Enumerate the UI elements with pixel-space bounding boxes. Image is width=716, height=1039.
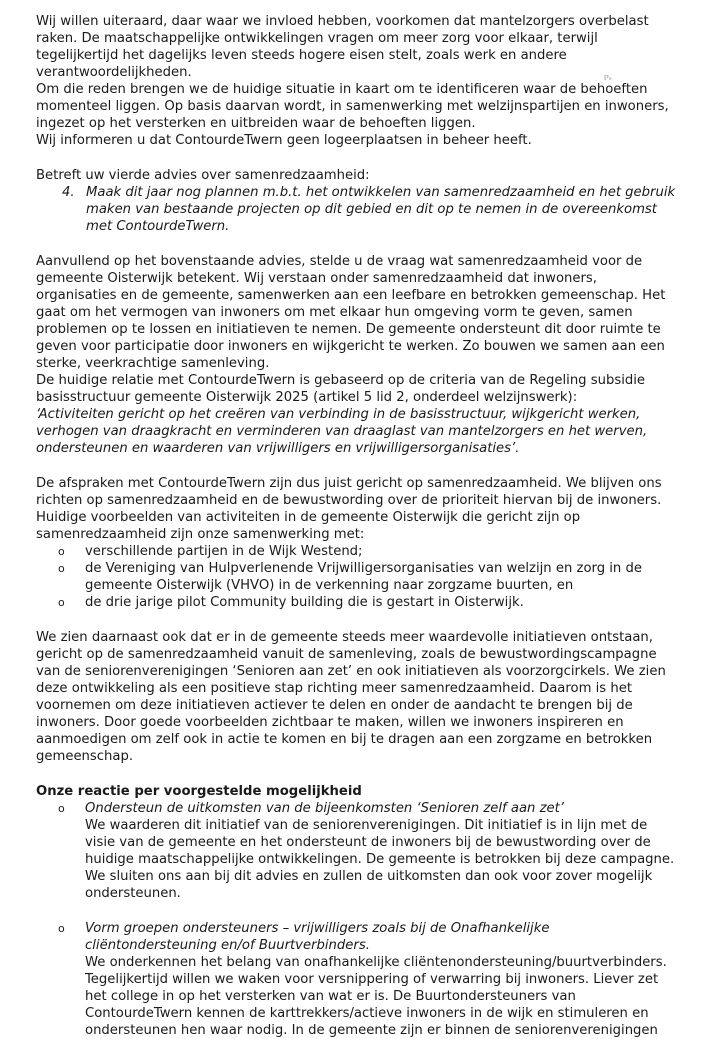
text-line: de drie jarige pilot Community building die is gestart in Oisterwijk. [85,595,524,610]
section-heading: Onze reactie per voorgestelde mogelijkheid [36,784,362,799]
text-line: Wij willen uiteraard, daar waar we invloed hebben, voorkomen dat mantelzorgers overbelast [36,14,649,29]
text-line: De huidige relatie met ContourdeTwern is gebaseerd op de criteria van de Regeling subsidie [36,373,646,388]
text-line: raken. De maatschappelijke ontwikkelingen vragen om meer zorg voor elkaar, terwijl [36,31,598,46]
text-line: Tegelijkertijd willen we waken voor versnippering of verwarring bij inwoners. Liever zet [85,972,659,987]
bullet-icon: o [58,562,65,575]
list-item [58,920,706,1039]
text-line: Om die reden brengen we de huidige situatie in kaart om te identificeren waar de behoeften [36,82,648,97]
text-line: We onderkennen het belang van onafhankelijke cliëntenondersteuning/buurtverbinders. [85,955,667,970]
text-line: maken van bestaande projecten op dit gebied en dit op te nemen in de overeenkomst [86,202,657,217]
item-title: Vorm groepen ondersteuners – vrijwilligers zoals bij de Onafhankelijke [85,921,550,936]
text-line: We sluiten ons aan bij dit advies en zullen de uitkomsten dan ook voor zover mogelijk [85,869,653,884]
initiatieven-paragraph [36,629,706,765]
afspraken-paragraph [36,475,706,611]
reactie-section [36,783,706,1039]
text-line: verschillende partijen in de Wijk Westend; [85,544,363,559]
item-number: 4. [62,185,75,200]
item-title: Ondersteun de uitkomsten van de bijeenkomsten ‘Senioren zelf aan zet’ [85,801,564,816]
quote-line: verhogen van draagkracht en verminderen van draaglast van mantelzorgers en het werven, [36,424,648,439]
samenredzaamheid-paragraph [36,253,706,457]
text-line: We zien daarnaast ook dat er in de gemeente steeds meer waardevolle initiatieven ontstaan, [36,630,653,645]
bullet-icon: o [58,802,65,815]
document-page [36,13,706,1039]
text-line: De afspraken met ContourdeTwern zijn dus juist gericht op samenredzaamheid. We blijven ons [36,476,662,491]
text-line: ondersteunen. [85,886,181,901]
text-line: geven voor participatie door inwoners en wijkgericht te werken. Zo bouwen we samen aan een [36,339,665,354]
intro-paragraph [36,13,706,149]
text-line: ondersteunen hen waar nodig. In de gemeente zijn er binnen de seniorenverenigingen [85,1023,658,1038]
text-line: gemeenschap. [36,749,134,764]
text-line: voornemen om deze initiatieven actiever te delen en onder de aandacht te brengen bij de [36,698,633,713]
item-title: cliëntondersteuning en/of Buurtverbinders. [85,938,370,953]
section-heading: Betreft uw vierde advies over samenredzaamheid: [36,168,370,183]
text-line: met ContourdeTwern. [86,219,230,234]
quote-line: ondersteunen en waarderen van vrijwilligers en vrijwilligersorganisaties’. [36,441,520,456]
advies-4-section [36,167,706,235]
text-line: Huidige voorbeelden van activiteiten in de gemeente Oisterwijk die gericht zijn op [36,510,581,525]
text-line: de Vereniging van Hulpverlenende Vrijwilligersorganisaties van welzijn en zorg in de [85,561,642,576]
text-line: inwoners. Door goede voorbeelden zichtbaar te maken, willen we inwoners inspireren en [36,715,624,730]
bullet-icon: o [58,545,65,558]
text-line: verantwoordelijkheden. [36,65,192,80]
text-line: organisaties en de gemeente, samenwerken aan een leefbare en betrokken gemeenschap. Het [36,288,666,303]
list-item [58,560,706,594]
text-line: tegelijkertijd het dagelijks leven steeds hogere eisen stelt, zoals werk en andere [36,48,567,63]
text-line: Aanvullend op het bovenstaande advies, stelde u de vraag wat samenredzaamheid voor de [36,254,643,269]
list-item [58,594,706,611]
text-line: gaat om het vermogen van inwoners om met elkaar hun omgeving vorm te geven, samen [36,305,633,320]
text-line: momenteel liggen. Op basis daarvan wordt, in samenwerking met welzijnspartijen en inwoners, [36,99,669,114]
text-line: problemen op te lossen en initiatieven te nemen. De gemeente ondersteunt dit door ruimte te [36,322,661,337]
text-line: samenredzaamheid zijn onze samenwerking met: [36,527,365,542]
text-line: aanmoedigen om zelf ook in actie te komen en bij te dragen aan een zorgzame en betrokken [36,732,653,747]
text-line: sterke, veerkrachtige samenleving. [36,356,270,371]
scan-mark: ℙₑ [604,74,612,82]
text-line: van de seniorenverenigingen ‘Senioren aan zet’ en ook initiatieven als voorzorgcirkels. We zien [36,664,666,679]
text-line: gemeente Oisterwijk (VHVO) in de verkenning naar zorgzame buurten, en [85,578,574,593]
list-item [58,800,706,902]
text-line: ContourdeTwern kennen de karttrekkers/actieve inwoners in de wijk en stimuleren en [85,1006,649,1021]
bullet-icon: o [58,596,65,609]
text-line: Maak dit jaar nog plannen m.b.t. het ontwikkelen van samenredzaamheid en het gebruik [86,185,676,200]
text-line: richten op samenredzaamheid en de bewustwording over de prioriteit hiervan bij de inwoners. [36,493,662,508]
text-line: Wij informeren u dat ContourdeTwern geen logeerplaatsen in beheer heeft. [36,133,532,148]
numbered-item [62,184,706,235]
list-item [58,543,706,560]
text-line: gericht op de samenredzaamheid vanuit de samenleving, zoals de bewustwordingscampagne [36,647,657,662]
text-line: gemeente Oisterwijk betekent. Wij verstaan onder samenredzaamheid dat inwoners, [36,271,597,286]
quote-line: ‘Activiteiten gericht op het creëren van verbinding in de basisstructuur, wijkgericht werken, [36,407,641,422]
bullet-icon: o [58,922,65,935]
text-line: het college in op het versterken van wat er is. De Buurtondersteuners van [85,989,576,1004]
text-line: basisstructuur gemeente Oisterwijk 2025 (artikel 5 lid 2, onderdeel welzijnswerk): [36,390,578,405]
text-line: deze ontwikkeling als een positieve stap richting meer samenredzaamheid. Daarom is het [36,681,632,696]
text-line: We waarderen dit initiatief van de seniorenverenigingen. Dit initiatief is in lijn met de [85,818,648,833]
text-line: huidige maatschappelijke ontwikkelingen. De gemeente is betrokken bij deze campagne. [85,852,675,867]
text-line: ingezet op het versterken en uitbreiden waar de behoeften liggen. [36,116,476,131]
text-line: visie van de gemeente en het ondersteunt de inwoners bij de bewustwording over de [85,835,651,850]
